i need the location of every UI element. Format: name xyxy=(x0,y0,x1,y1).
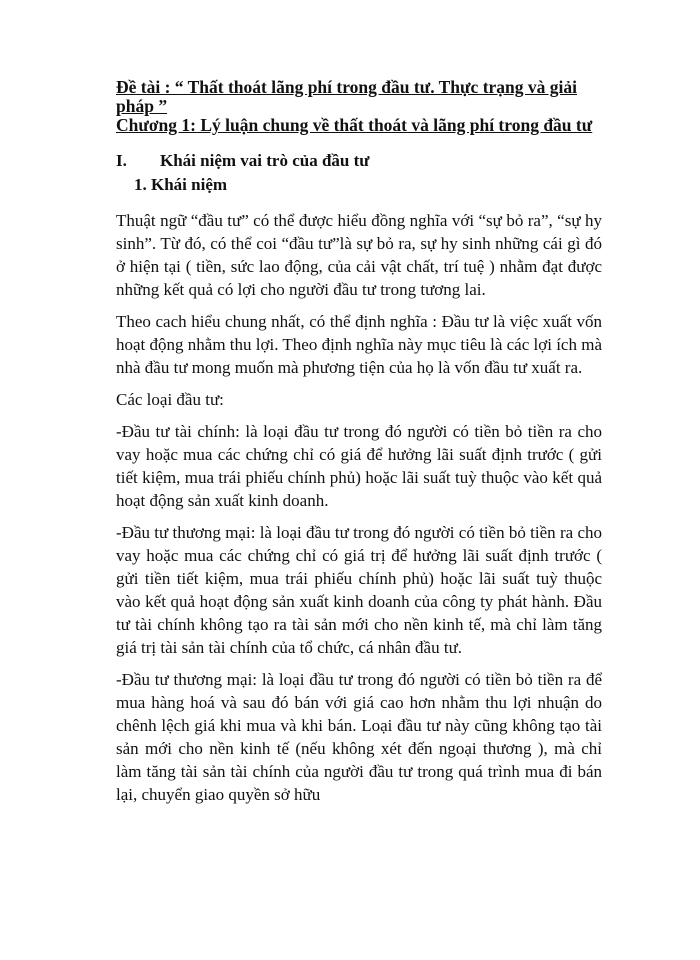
section-number: I. xyxy=(116,151,127,170)
paragraph-commercial-investment-2: -Đầu tư thương mại: là loại đầu tư trong đó người có tiền bỏ tiền ra để mua hàng hoá và sau đó bán với giá cao hơn nhằm thu lợi nhuận do chênh lệch giá khi mua và khi bán. Loại đầu tư này cũng không tạo tài sản mới cho nền kinh tế (nếu không xét đến ngoại thương ), mà chỉ làm tăng tài sản tài chính của người đầu tư trong quá trình mua đi bán lại, chuyển giao quyền sở hữu xyxy=(116,670,602,804)
paragraph-definition-2: Theo cach hiểu chung nhất, có thể định nghĩa : Đầu tư là việc xuất vốn hoạt động nhằm thu lợi. Theo định nghĩa này mục tiêu là các lợi ích mà nhà đầu tư mong muốn mà phương tiện của họ là vốn đầu tư xuất ra. xyxy=(116,312,602,377)
section-title: Khái niệm vai trò của đầu tư xyxy=(160,151,370,170)
document-page xyxy=(116,78,602,806)
paragraph-definition-1: Thuật ngữ “đầu tư” có thể được hiểu đồng nghĩa với “sự bỏ ra”, “sự hy sinh”. Từ đó, có thể coi “đầu tư”là sự bỏ ra, sự hy sinh những cái gì đó ở hiện tại ( tiền, sức lao động, của cải vật chất, trí tuệ ) nhằm đạt được những kết quả có lợi cho người đầu tư trong tương lai. xyxy=(116,211,602,299)
subsection-title: 1. Khái niệm xyxy=(134,175,228,194)
section-heading xyxy=(116,149,602,173)
paragraph-investment-types: Các loại đầu tư: xyxy=(116,390,224,409)
paragraph-financial-investment: -Đầu tư tài chính: là loại đầu tư trong đó người có tiền bỏ tiền ra cho vay hoặc mua các chứng chỉ có giá để hưởng lãi suất định trước ( gửi tiết kiệm, mua trái phiếu chính phủ) hoặc lãi suất tuỳ thuộc vào kết quả hoạt động sản xuất kinh doanh. xyxy=(116,422,602,510)
topic-title: Đề tài : “ Thất thoát lãng phí trong đầu tư. Thực trạng và giải pháp ” xyxy=(116,77,577,116)
chapter-title: Chương 1: Lý luận chung về thất thoát và lãng phí trong đầu tư xyxy=(116,115,593,135)
paragraph-commercial-investment-1: -Đầu tư thương mại: là loại đầu tư trong đó người có tiền bỏ tiền ra cho vay hoặc mua các chứng chỉ có giá trị để hưởng lãi suất định trước ( gửi tiền tiết kiệm, mua trái phiếu chính phủ) hoặc lãi suất tuỳ thuộc vào kết quả hoạt động sản xuất kinh doanh của công ty phát hành. Đầu tư tài chính không tạo ra tài sản mới cho nền kinh tế, mà chỉ làm tăng giá trị tài sản tài chính của tổ chức, cá nhân đầu tư. xyxy=(116,523,602,657)
